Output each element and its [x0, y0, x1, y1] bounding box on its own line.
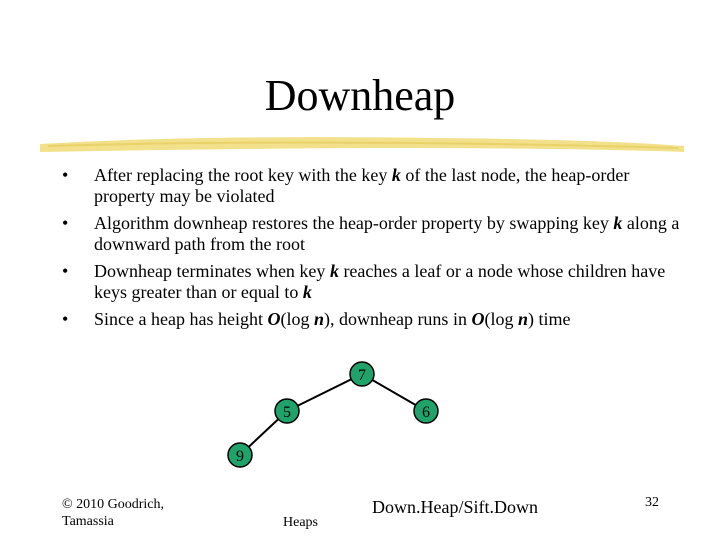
bullet-text-run: After replacing the root key with the key	[94, 165, 392, 185]
bullet-text-run: n	[517, 309, 528, 329]
footer-copyright: © 2010 Goodrich, Tamassia	[62, 497, 165, 529]
slide-title: Downheap	[264, 71, 456, 120]
tree-node-label: 9	[236, 448, 244, 465]
bullet-dot-icon: •	[62, 213, 69, 233]
tree-node-label: 7	[358, 367, 366, 384]
page-number: 32	[645, 495, 659, 510]
bullet-dot-icon: •	[62, 165, 69, 185]
bullet-text-run: Downheap terminates when key	[94, 261, 330, 281]
bullet-text-run: k	[302, 282, 312, 302]
footer-section: Heaps	[283, 515, 318, 530]
bullet-text-run: along a downward path from the root	[94, 213, 680, 254]
bullet-text-run: reaches a leaf or a node whose children have keys greater than or equal to	[94, 261, 666, 302]
bullet-text-run: (log	[280, 309, 314, 329]
bullet-text-run: ), downheap runs in	[323, 309, 472, 329]
bullet-text-run: O	[471, 309, 485, 329]
bullet-text-run: n	[313, 309, 324, 329]
bullet-text-run: k	[391, 165, 401, 185]
bullet-text-run: k	[329, 261, 339, 281]
bullet-text-run: Since a heap has height	[94, 309, 268, 329]
bullet-text-run: of the last node, the heap-order property may be violated	[94, 165, 630, 206]
tree-node-label: 5	[283, 404, 291, 421]
bullet-dot-icon: •	[62, 261, 69, 281]
tree-node-label: 6	[422, 404, 430, 421]
bullet-text-run: O	[267, 309, 281, 329]
bullet-text-run: ) time	[527, 309, 571, 329]
bullet-text-run: Algorithm downheap restores the heap-order property by swapping key	[94, 213, 614, 233]
bullet-text-run: k	[613, 213, 623, 233]
footer-slide-title: Down.Heap/Sift.Down	[372, 497, 538, 517]
bullet-dot-icon: •	[62, 309, 69, 329]
bullet-text-run: (log	[484, 309, 518, 329]
